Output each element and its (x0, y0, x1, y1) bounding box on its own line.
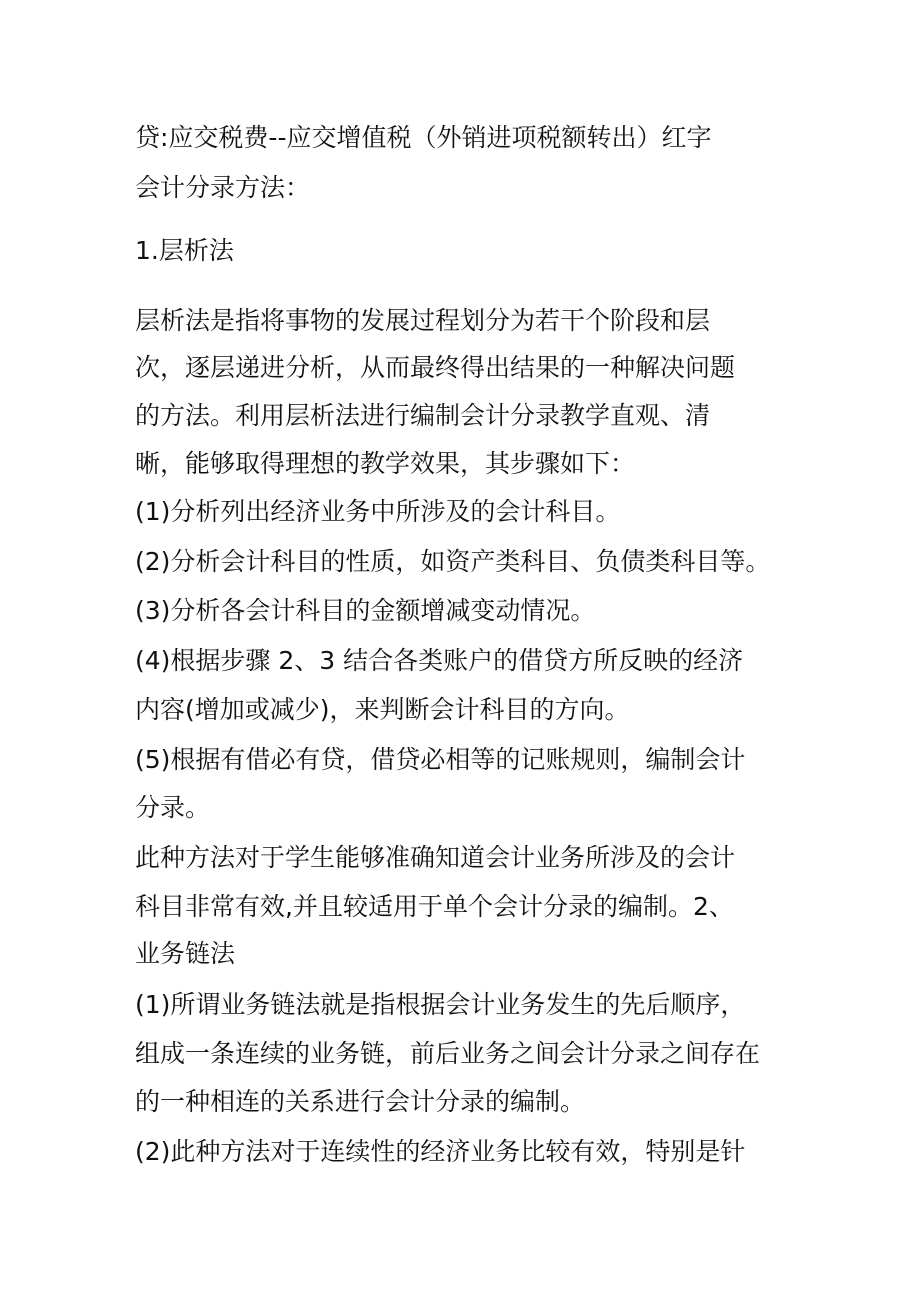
step-item-continued: 的一种相连的关系进行会计分录的编制。 (135, 1087, 586, 1116)
section-heading-layer-analysis: 1.层析法 (135, 236, 234, 265)
step-item: (1)分析列出经济业务中所涉及的会计科目。 (135, 497, 621, 526)
section-heading-business-chain: 业务链法 (135, 939, 236, 968)
step-item: (4)根据步骤 2、3 结合各类账户的借贷方所反映的经济 (135, 646, 744, 675)
step-item-continued: 内容(增加或减少)，来判断会计科目的方向。 (135, 695, 630, 724)
text-line-credit-entry: 贷:应交税费--应交增值税（外销进项税额转出）红字 (135, 123, 712, 152)
step-item-continued: 组成一条连续的业务链，前后业务之间会计分录之间存在 (135, 1039, 761, 1068)
step-item: (2)分析会计科目的性质，如资产类科目、负债类科目等。 (135, 547, 771, 576)
paragraph-line: 晰，能够取得理想的教学效果，其步骤如下： (135, 449, 636, 478)
paragraph-line: 次，逐层递进分析，从而最终得出结果的一种解决问题 (135, 353, 736, 382)
text-line-methods-heading: 会计分录方法： (135, 173, 311, 202)
paragraph-line: 科目非常有效,并且较适用于单个会计分录的编制。2、 (135, 892, 734, 921)
paragraph-line: 层析法是指将事物的发展过程划分为若干个阶段和层 (135, 306, 711, 335)
step-item: (2)此种方法对于连续性的经济业务比较有效，特别是针 (135, 1137, 746, 1166)
paragraph-line: 此种方法对于学生能够准确知道会计业务所涉及的会计 (135, 843, 736, 872)
paragraph-line: 的方法。利用层析法进行编制会计分录教学直观、清 (135, 401, 711, 430)
step-item: (1)所谓业务链法就是指根据会计业务发生的先后顺序， (135, 990, 746, 1019)
step-item: (3)分析各会计科目的金额增减变动情况。 (135, 596, 596, 625)
step-item: (5)根据有借必有贷，借贷必相等的记账规则，编制会计 (135, 745, 746, 774)
step-item-continued: 分录。 (135, 793, 211, 822)
